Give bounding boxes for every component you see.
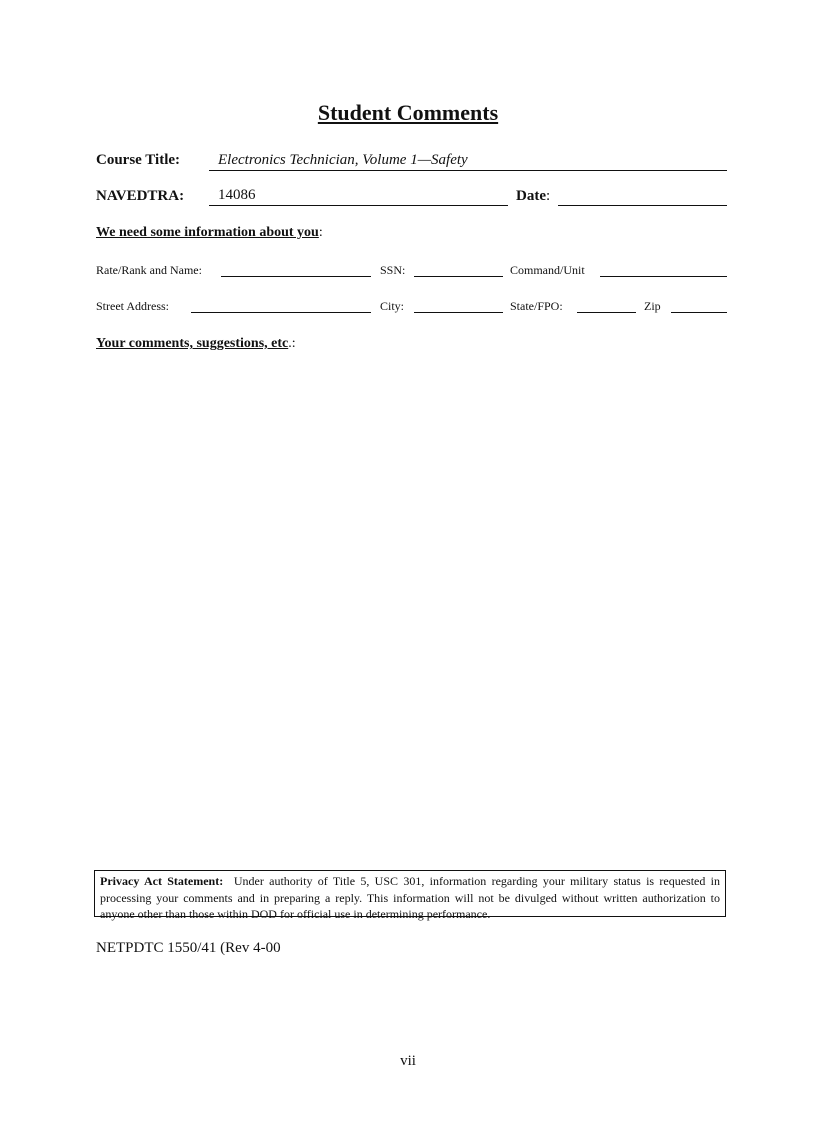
course-title-label: Course Title: [96,152,181,168]
privacy-label: Privacy Act Statement: [100,874,224,888]
command-unit-label: Command/Unit [510,263,585,277]
city-label: City: [380,299,405,313]
rate-rank-label: Rate/Rank and Name: [96,263,202,277]
page-number: vii [400,1053,416,1069]
navedtra-label: NAVEDTRA: [96,188,185,204]
info-heading: We need some information about you: [96,225,323,240]
comments-area[interactable] [96,360,727,855]
privacy-act-statement [94,870,726,921]
page-title: Student Comments [317,100,499,125]
city-line[interactable] [414,312,503,313]
navedtra-value[interactable]: 14086 [218,187,256,203]
course-title-value[interactable]: Electronics Technician, Volume 1—Safety [218,152,468,168]
date-line[interactable] [558,205,727,206]
zip-label: Zip [644,299,661,313]
form-number: NETPDTC 1550/41 (Rev 4-00 [96,940,281,956]
state-fpo-line[interactable] [577,312,636,313]
zip-line[interactable] [671,312,727,313]
ssn-line[interactable] [414,276,503,277]
rate-rank-line[interactable] [221,276,371,277]
street-address-line[interactable] [191,312,371,313]
navedtra-line [209,205,508,206]
command-unit-line[interactable] [600,276,727,277]
course-title-line [209,170,727,171]
privacy-text: Under authority of Title 5, USC 301, information regarding your military status is requested in processing your comments and in preparing a reply. This information will not be divulged without written authorization to anyone other than those within DOD for official use in determining performance. [100,874,721,921]
state-fpo-label: State/FPO: [510,299,563,313]
comments-heading: Your comments, suggestions, etc.: [96,336,296,351]
ssn-label: SSN: [380,263,406,277]
street-address-label: Street Address: [96,299,169,313]
date-label: Date: [516,188,551,204]
